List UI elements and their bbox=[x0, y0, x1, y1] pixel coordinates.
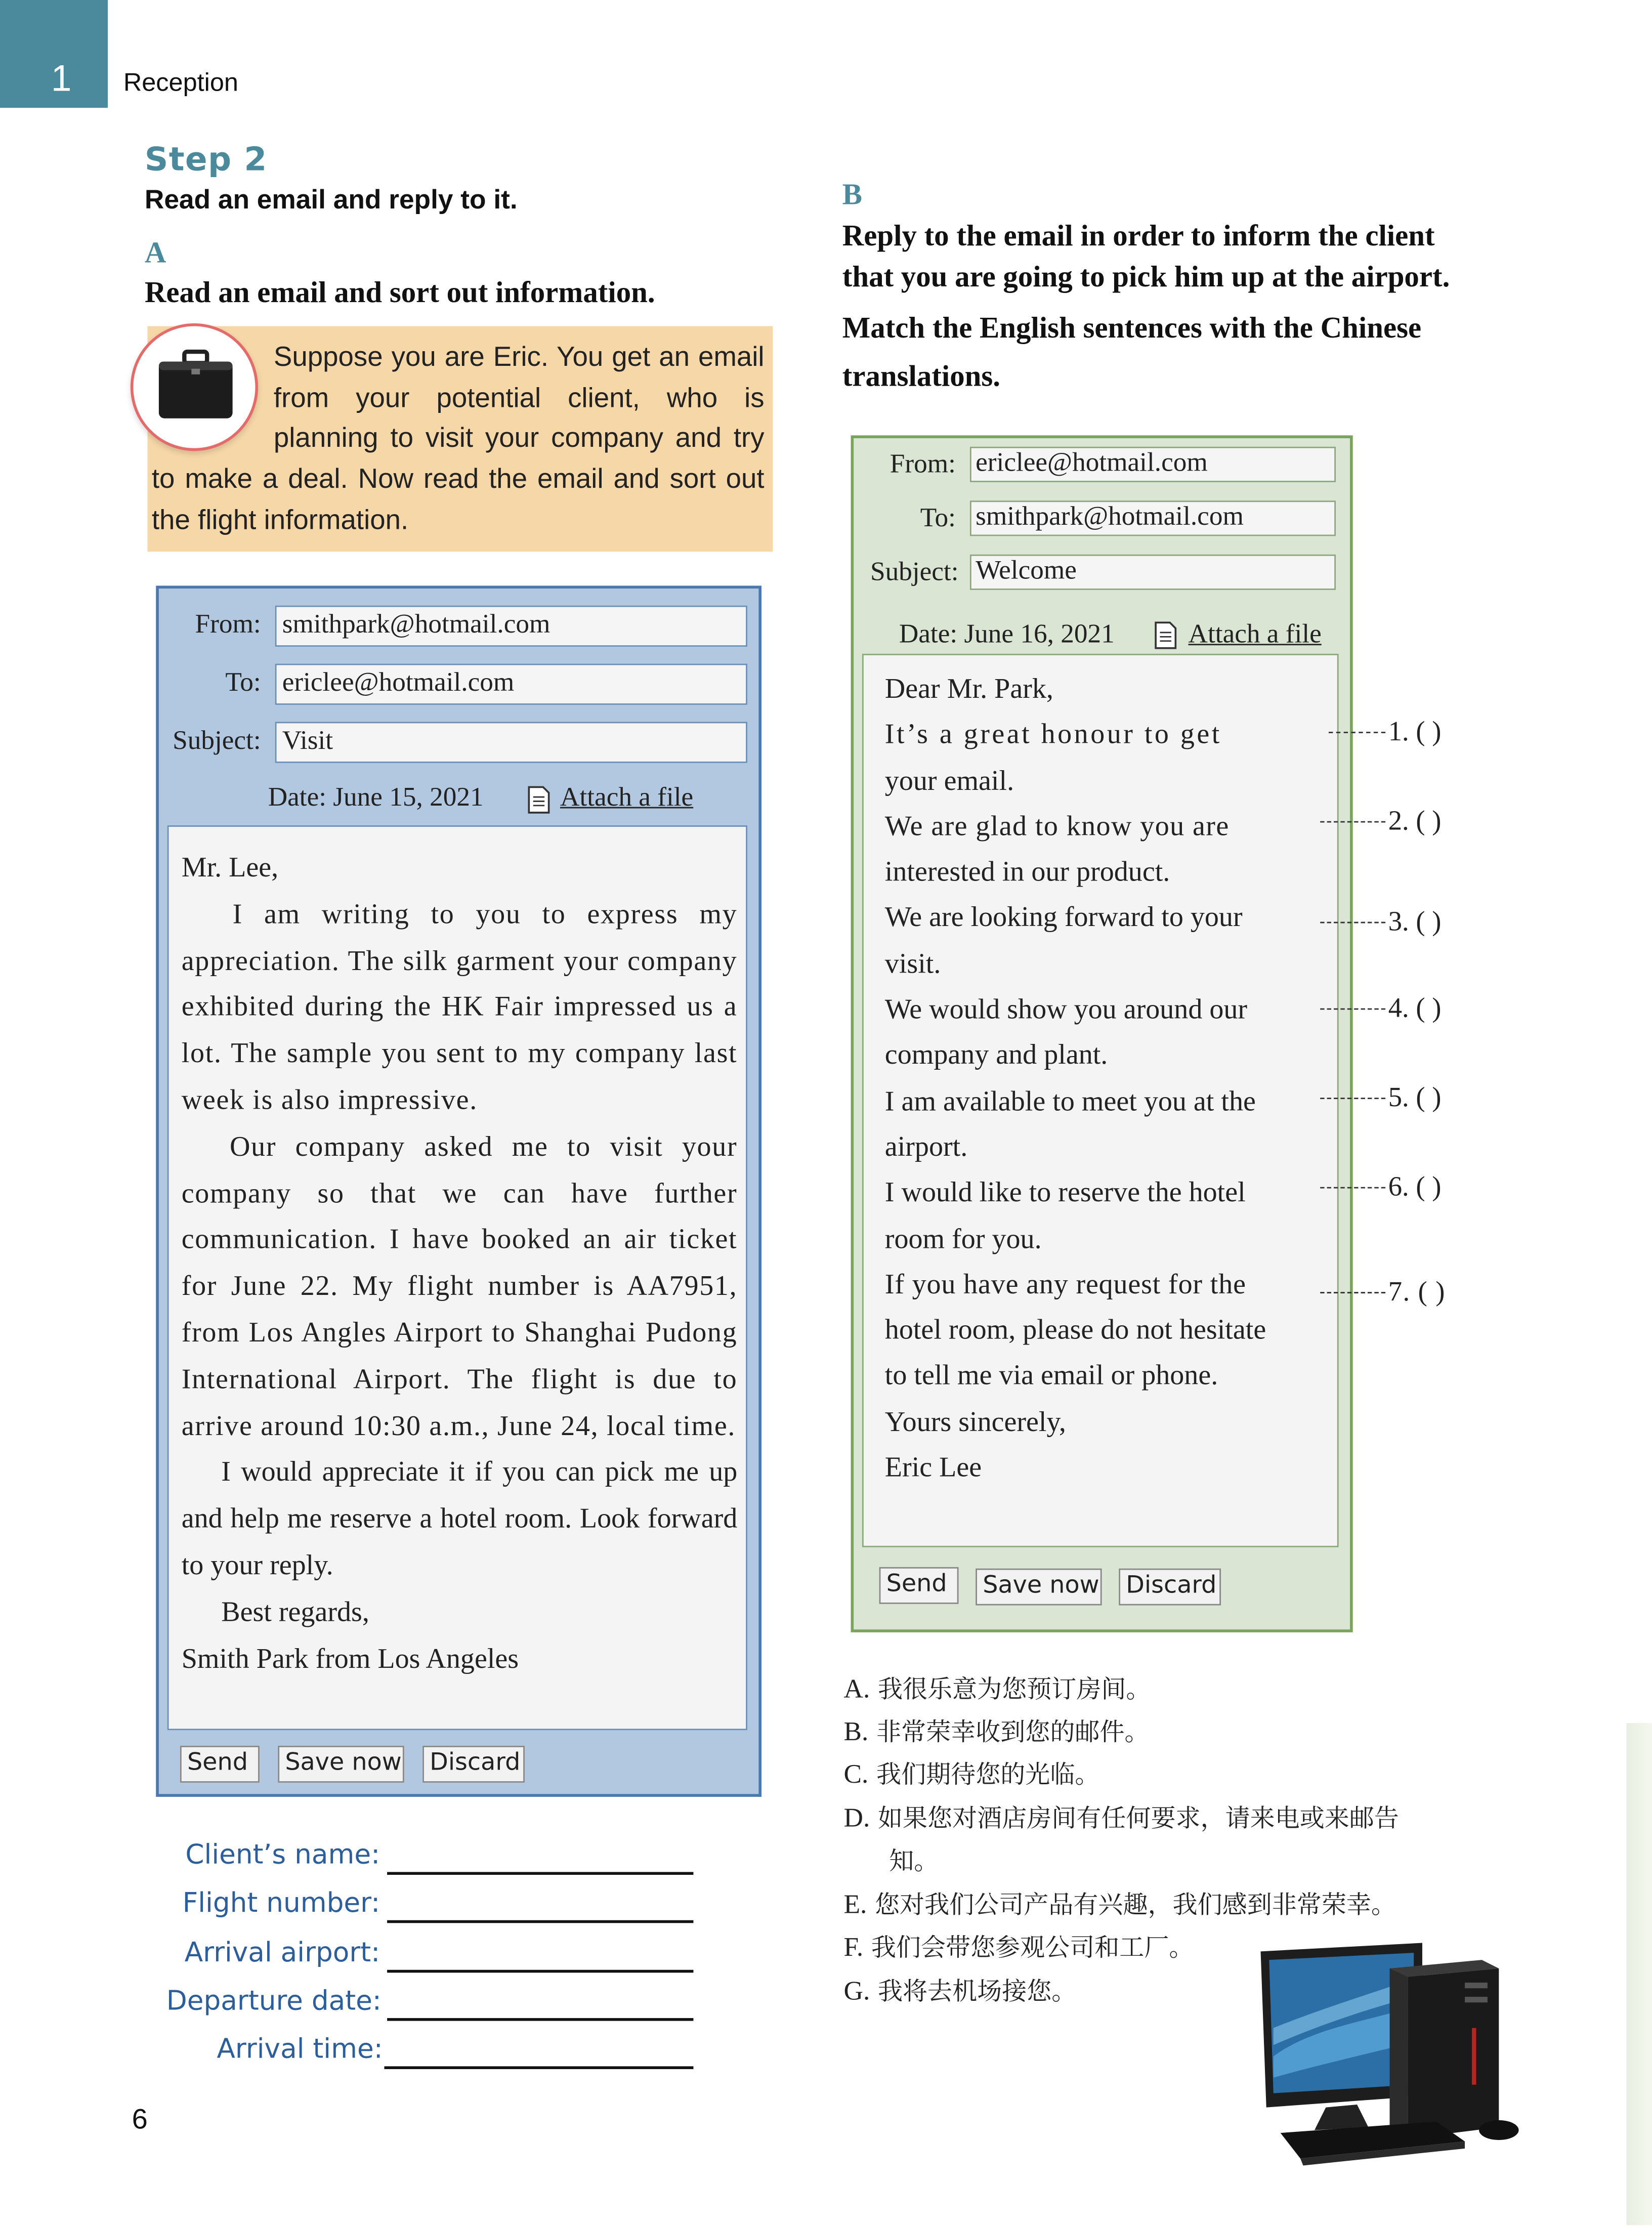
email-date: Date: June 15, 2021 bbox=[268, 783, 484, 813]
leader-line bbox=[1320, 1098, 1385, 1099]
translation-item: C. 我们期待您的光临。 bbox=[843, 1760, 1100, 1790]
translation-item: G. 我将去机场接您。 bbox=[843, 1977, 1077, 2007]
text-line: We would show you around our bbox=[884, 994, 1248, 1026]
from-field[interactable]: ericlee@hotmail.com bbox=[970, 447, 1336, 482]
email-body bbox=[862, 654, 1339, 1547]
text-line: room for you. bbox=[884, 1223, 1042, 1255]
briefcase-icon bbox=[131, 323, 258, 451]
email-body bbox=[167, 825, 747, 1730]
from-field[interactable]: smithpark@hotmail.com bbox=[275, 606, 747, 647]
chapter-number: 1 bbox=[51, 57, 72, 100]
subject-label: Subject: bbox=[870, 557, 959, 587]
match-blank[interactable]: 2. ( ) bbox=[1388, 807, 1442, 837]
text-line: interested in our product. bbox=[884, 857, 1170, 888]
send-button[interactable]: Send bbox=[879, 1567, 959, 1604]
text-line: We are glad to know you are bbox=[884, 811, 1230, 843]
answer-blank[interactable] bbox=[384, 2066, 693, 2069]
desktop-computer-icon bbox=[1255, 1943, 1532, 2184]
question-label: Arrival time: bbox=[217, 2033, 383, 2065]
text-line: I would like to reserve the hotel bbox=[884, 1177, 1246, 1209]
question-label: Arrival airport: bbox=[184, 1937, 380, 1968]
document-icon bbox=[1154, 621, 1177, 657]
leader-line bbox=[1320, 1009, 1385, 1010]
match-instruction: Match the English sentences with the Chinese translations. bbox=[842, 310, 1422, 393]
match-blank[interactable]: 1. ( ) bbox=[1388, 718, 1442, 747]
to-label: To: bbox=[920, 503, 956, 533]
from-label: From: bbox=[889, 449, 956, 480]
text-line: hotel room, please do not hesitate bbox=[884, 1315, 1266, 1347]
send-button[interactable]: Send bbox=[180, 1746, 260, 1783]
text-line: your email. bbox=[884, 765, 1014, 796]
paragraph: I am writing to you to express my appreciation. The silk garment your company exhibited during the HK Fair impressed us a lot. The sample you sent to my company last week is also impressive. bbox=[181, 899, 738, 1116]
text-line: I am available to meet you at the bbox=[884, 1085, 1256, 1117]
subject-label: Subject: bbox=[173, 726, 261, 756]
answer-blank[interactable] bbox=[387, 2018, 693, 2021]
text-line: airport. bbox=[884, 1131, 968, 1163]
question-label: Departure date: bbox=[166, 1985, 382, 2017]
leader-line bbox=[1320, 821, 1385, 823]
match-blank[interactable]: 6. ( ) bbox=[1388, 1172, 1442, 1203]
signature: Smith Park from Los Angeles bbox=[181, 1643, 519, 1674]
leader-line bbox=[1320, 1187, 1385, 1189]
to-field[interactable]: smithpark@hotmail.com bbox=[970, 500, 1336, 536]
save-now-button[interactable]: Save now bbox=[278, 1746, 404, 1783]
from-label: From: bbox=[195, 610, 261, 640]
leader-line bbox=[1329, 732, 1385, 733]
email-date: Date: June 16, 2021 bbox=[899, 619, 1115, 650]
document-icon bbox=[528, 786, 550, 821]
match-blank[interactable]: 4. ( ) bbox=[1388, 994, 1442, 1024]
paragraph: I would appreciate it if you can pick me up and help me reserve a hotel room. Look forward to your reply. bbox=[181, 1457, 738, 1581]
to-field[interactable]: ericlee@hotmail.com bbox=[275, 664, 747, 705]
translation-item: D. 如果您对酒店房间有任何要求，请来电或来邮告 bbox=[843, 1803, 1399, 1834]
text-line: We are looking forward to your bbox=[884, 902, 1243, 934]
incoming-email-window bbox=[156, 585, 761, 1796]
text-line: to tell me via email or phone. bbox=[884, 1360, 1218, 1392]
text-line: It’s a great honour to get bbox=[884, 719, 1222, 751]
page-edge-decoration bbox=[1627, 1723, 1652, 2225]
leader-line bbox=[1320, 922, 1385, 923]
question-label: Flight number: bbox=[182, 1887, 380, 1919]
save-now-button[interactable]: Save now bbox=[976, 1569, 1102, 1606]
subject-field[interactable]: Visit bbox=[275, 722, 747, 763]
attach-file-link[interactable]: Attach a file bbox=[560, 783, 694, 813]
question-label: Client’s name: bbox=[185, 1839, 380, 1871]
step-title: Step 2 bbox=[144, 142, 268, 179]
match-blank[interactable]: 5. ( ) bbox=[1388, 1083, 1442, 1114]
translation-item: E. 您对我们公司产品有兴趣，我们感到非常荣幸。 bbox=[843, 1890, 1396, 1920]
paragraph: Our company asked me to visit your company so that we can have further communication. I have booked an air ticket for June 22. My flight number is AA7951, from Los Angles Airport to Shanghai Pudong International Airport. The flight is due to arrive around 10:30 a.m., June 24, local time. bbox=[181, 1131, 738, 1442]
leader-line bbox=[1320, 1292, 1385, 1293]
salutation: Mr. Lee, bbox=[181, 852, 279, 884]
translation-item: B. 非常荣幸收到您的邮件。 bbox=[843, 1717, 1150, 1747]
match-blank[interactable]: 3. ( ) bbox=[1388, 907, 1442, 938]
answer-blank[interactable] bbox=[387, 1920, 693, 1923]
attach-file-link[interactable]: Attach a file bbox=[1188, 619, 1322, 650]
discard-button[interactable]: Discard bbox=[422, 1746, 525, 1783]
chapter-number-box bbox=[0, 0, 108, 108]
chapter-title: Reception bbox=[123, 68, 239, 97]
to-label: To: bbox=[225, 668, 261, 698]
reply-email-window bbox=[851, 435, 1353, 1632]
part-b-instruction: Reply to the email in order to inform the client that you are going to pick him up at the airport. bbox=[842, 218, 1450, 293]
text-line: company and plant. bbox=[884, 1040, 1108, 1071]
part-b-letter: B bbox=[842, 177, 863, 212]
match-blank[interactable]: 7. ( ) bbox=[1388, 1278, 1446, 1308]
text-line: Yours sincerely, bbox=[884, 1406, 1066, 1438]
translation-continuation: 知。 bbox=[889, 1847, 939, 1876]
step-instruction: Read an email and reply to it. bbox=[144, 186, 518, 216]
closing: Best regards, bbox=[221, 1597, 369, 1628]
answer-blank[interactable] bbox=[387, 1970, 693, 1973]
text-line: visit. bbox=[884, 948, 941, 980]
translation-item: F. 我们会带您参观公司和工厂。 bbox=[843, 1933, 1194, 1963]
intro-text: Suppose you are Eric. You get an email from your potential client, who is planning to visit your company and try to make a deal. Now read the email and sort out the flight information. bbox=[151, 342, 765, 536]
part-a-letter: A bbox=[144, 235, 166, 270]
text-line: Dear Mr. Park, bbox=[884, 674, 1053, 705]
translation-item: A. 我很乐意为您预订房间。 bbox=[843, 1674, 1151, 1705]
page-number: 6 bbox=[132, 2105, 148, 2136]
answer-blank[interactable] bbox=[387, 1872, 693, 1875]
part-a-instruction: Read an email and sort out information. bbox=[144, 275, 655, 309]
text-line: Eric Lee bbox=[884, 1452, 982, 1484]
text-line: If you have any request for the bbox=[884, 1269, 1246, 1300]
subject-field[interactable]: Welcome bbox=[970, 555, 1336, 590]
discard-button[interactable]: Discard bbox=[1119, 1569, 1221, 1606]
